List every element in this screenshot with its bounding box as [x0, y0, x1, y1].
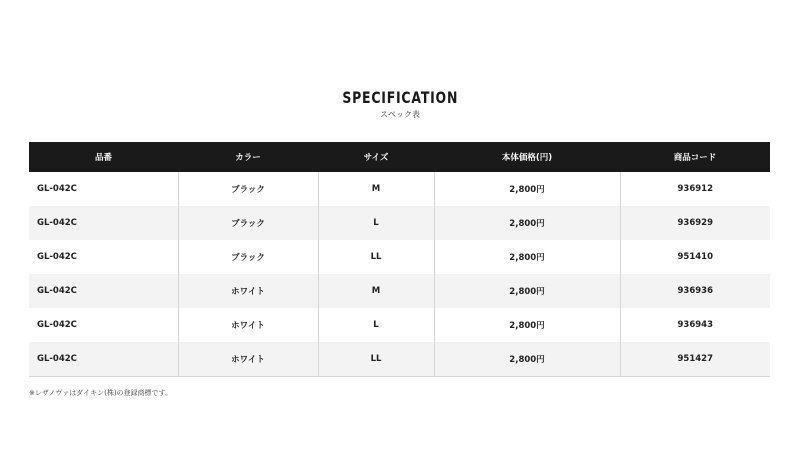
cell-price: 2,800円	[434, 342, 620, 377]
cell-size: LL	[318, 342, 434, 377]
cell-color: ブラック	[178, 206, 318, 240]
table-row	[29, 172, 770, 206]
cell-product-code: 936912	[620, 172, 770, 206]
table-row	[29, 342, 770, 377]
cell-product-code: 936943	[620, 308, 770, 342]
column-header-color: カラー	[178, 142, 318, 172]
column-header-price: 本体価格(円)	[434, 142, 620, 172]
cell-size: L	[318, 308, 434, 342]
cell-size: M	[318, 172, 434, 206]
cell-color: ホワイト	[178, 274, 318, 308]
cell-size: L	[318, 206, 434, 240]
table-row	[29, 308, 770, 342]
cell-part-number: GL-042C	[29, 240, 178, 274]
page-subtitle: スペック表	[380, 110, 420, 119]
cell-price: 2,800円	[434, 206, 620, 240]
cell-color: ブラック	[178, 240, 318, 274]
table-header-row	[29, 142, 770, 172]
cell-price: 2,800円	[434, 240, 620, 274]
spec-heading	[0, 88, 800, 120]
cell-price: 2,800円	[434, 274, 620, 308]
cell-part-number: GL-042C	[29, 172, 178, 206]
column-header-size: サイズ	[318, 142, 434, 172]
column-header-product-code: 商品コード	[620, 142, 770, 172]
cell-product-code: 936936	[620, 274, 770, 308]
cell-part-number: GL-042C	[29, 308, 178, 342]
cell-part-number: GL-042C	[29, 274, 178, 308]
cell-size: LL	[318, 240, 434, 274]
cell-part-number: GL-042C	[29, 342, 178, 377]
table-row	[29, 206, 770, 240]
spec-table	[29, 142, 770, 377]
cell-part-number: GL-042C	[29, 206, 178, 240]
cell-price: 2,800円	[434, 308, 620, 342]
table-row	[29, 274, 770, 308]
trademark-footnote: ※レザノヴァはダイキン(株)の登録商標です。	[29, 389, 172, 397]
cell-product-code: 951427	[620, 342, 770, 377]
cell-color: ブラック	[178, 172, 318, 206]
cell-color: ホワイト	[178, 342, 318, 377]
cell-size: M	[318, 274, 434, 308]
cell-color: ホワイト	[178, 308, 318, 342]
cell-price: 2,800円	[434, 172, 620, 206]
table-row	[29, 240, 770, 274]
cell-product-code: 936929	[620, 206, 770, 240]
cell-product-code: 951410	[620, 240, 770, 274]
column-header-part-number: 品番	[29, 142, 178, 172]
page-title: SPECIFICATION	[342, 88, 458, 107]
